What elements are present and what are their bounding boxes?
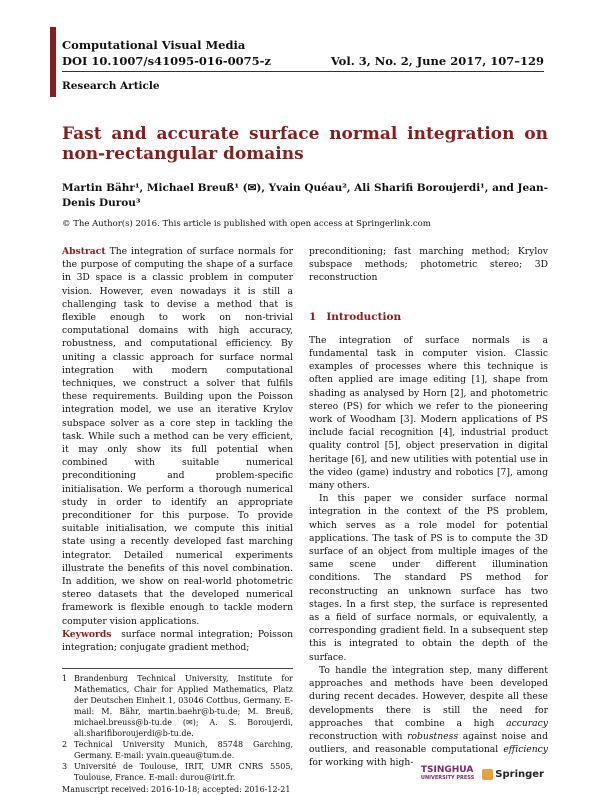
keywords-text-left: surface normal integration; Poisson integration; conjugate gradient method; — [62, 628, 294, 654]
intro-paragraph-3: To handle the integration step, many different approaches and methods have been developed during recent decades. However, despite all these developments there is still the need for approaches that combine a high accuracy reconstruction with robustness against noise and outliers, and reasonable computational efficiency for working with high- — [309, 664, 548, 769]
abstract — [62, 245, 293, 628]
abstract-text: The integration of surface normals for the purpose of computing the shape of a surface in 3D space is a classic problem in computer vision. However, even nowadays it is still a challenging task to devise a method that is flexible enough to work on non-trivial computational domains with high accuracy, robustness, and computational efficiency. By uniting a classic approach for surface normal integration with modern computational techniques, we construct a solver that fulfils these requirements. Building upon the Poisson integration model, we use an iterative Krylov subspace solver as a core step in tackling the task. While such a method can be very efficient, it may only show its full potential when combined with suitable numerical preconditioning and problem-specific initialisation. We perform a thorough numerical study in order to identify an appropriate preconditioner for this purpose. To provide suitable initialisation, we compute this initial state using a recently developed fast marching integrator. Detailed numerical experiments illustrate the benefits of this novel combination. In addition, we show on real-world photometric stereo datasets that the developed numerical framework is flexible enough to tackle modern computer vision applications. — [62, 246, 293, 627]
section-heading: 1 Introduction — [309, 310, 402, 323]
header-rule — [62, 71, 544, 72]
keywords-continued: preconditioning; fast marching method; Krylov subspace methods; photometric stereo; 3D reconstruction — [309, 246, 548, 284]
springer-horse-icon — [482, 769, 493, 780]
paper-title — [62, 124, 548, 164]
copyright-notice: © The Author(s) 2016. This article is published with open access at Springerlink.com — [62, 219, 431, 229]
intro-paragraph-2: In this paper we consider surface normal integration in the context of the PS problem, which serves as a role model for potential applications. The task of PS is to compute the 3D surface of an object from multiple images of the same scene under different illumination conditions. The standard PS method for reconstructing an unknown surface has two stages. In a first step, the surface is represented as a field of surface normals, or equivalently, a corresponding gradient field. In a subsequent step this is integrated to obtain the depth of the surface. — [309, 493, 548, 663]
title-line-2: non-rectangular domains — [62, 144, 304, 164]
left-column — [62, 245, 293, 795]
intro-paragraph-1: The integration of surface normals is a fundamental task in computer vision. Classic examples of processes where this technique is often applied are image editing [1], shape from shading as analysed by Horn [2], and photometric stereo (PS) for which we refer to the pioneering work of Woodham [3]. Modern applications of PS include facial recognition [4], industrial product quality control [5], object preservation in digital heritage [6], and new utilities with potential use in the video (game) industry and robotics [7], among many others. — [309, 334, 548, 492]
springer-logo: Springer — [482, 769, 544, 780]
manuscript-dates: Manuscript received: 2016-10-18; accepted: 2016-12-21 — [62, 785, 291, 795]
volume-info: Vol. 3, No. 2, June 2017, 107–129 — [330, 54, 544, 68]
abstract-label: Abstract — [62, 246, 106, 257]
keywords-label: Keywords — [62, 628, 112, 640]
header-accent-bar — [50, 27, 56, 97]
publisher-logos — [421, 766, 544, 782]
title-line-1: Fast and accurate surface normal integration on — [62, 124, 548, 144]
footnote-3: 3 Université de Toulouse, IRIT, UMR CNRS 5505, Toulouse, France. E-mail: durou@irit.fr. — [62, 762, 293, 783]
author-list: Martin Bähr¹, Michael Breuß¹ (✉), Yvain Quéau², Ali Sharifi Boroujerdi¹, and Jean-Denis Durou³ — [62, 182, 548, 209]
journal-name: Computational Visual Media — [62, 38, 246, 52]
right-column — [309, 245, 548, 770]
footnote-1: 1 Brandenburg Technical University, Institute for Mathematics, Chair for Applied Mathematics, Platz der Deutschen Einheit 1, 03046 Cottbus, Germany. E-mail: M. Bähr, martin.baehr@b-tu.de; M. Breuß, michael.breuss@b-tu.de (✉); A. S. Boroujerdi, ali.sharifiboroujerdi@b-tu.de. — [62, 674, 293, 739]
footnote-2: 2 Technical University Munich, 85748 Garching, Germany. E-mail: yvain.queau@tum.de. — [62, 740, 293, 761]
footnote-rule — [62, 668, 293, 669]
tsinghua-logo: TSINGHUA UNIVERSITY PRESS — [420, 765, 475, 781]
article-type: Research Article — [62, 80, 160, 92]
doi[interactable]: DOI 10.1007/s41095-016-0075-z — [62, 54, 271, 68]
keywords — [62, 628, 293, 654]
